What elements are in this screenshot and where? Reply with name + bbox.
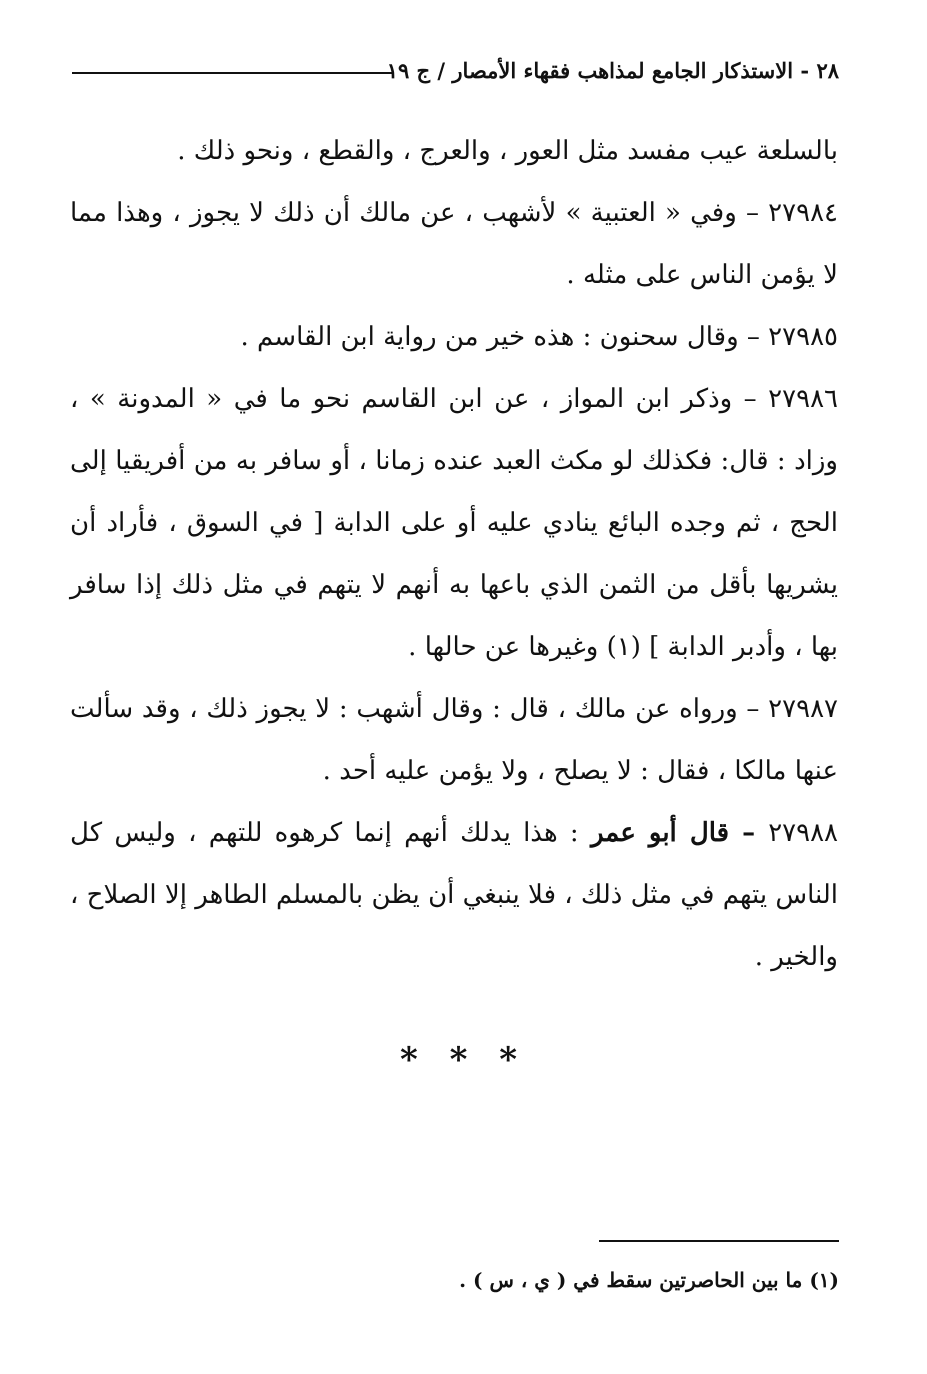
paragraph-27984 (70, 182, 838, 306)
paragraph-text: – وقال سحنون : هذه خير من رواية ابن القاسم . (240, 322, 769, 352)
header-rule (72, 72, 392, 74)
paragraph-text: – وفي « العتبية » لأشهب ، عن مالك أن ذلك لا يجوز ، وهذا مما لا يؤمن الناس على مثله . (70, 198, 838, 290)
paragraph-text: : هذا يدلك أنهم إنما كرهوه للتهم ، وليس كل الناس يتهم في مثل ذلك ، فلا ينبغي أن يظن بالمسلم الطاهر إلا الصلاح ، والخير . (70, 818, 838, 972)
paragraph-text: بالسلعة عيب مفسد مثل العور ، والعرج ، والقطع ، ونحو ذلك . (177, 136, 838, 166)
paragraph-number: ٢٧٩٨٤ (768, 198, 838, 228)
section-separator: * * * (399, 1040, 527, 1080)
body-text (70, 120, 838, 988)
paragraph-27985 (70, 306, 838, 368)
paragraph-number: ٢٧٩٨٧ (768, 694, 838, 724)
paragraph-27986 (70, 368, 838, 678)
paragraph-author: – قال أبو عمر (590, 818, 769, 848)
paragraph-number: ٢٧٩٨٦ (768, 384, 838, 414)
paragraph-number: ٢٧٩٨٥ (768, 322, 838, 352)
paragraph-27988 (70, 802, 838, 988)
running-header: ٢٨ - الاستذكار الجامع لمذاهب فقهاء الأمصار / ج ١٩ (386, 58, 839, 83)
footnote-rule (599, 1240, 839, 1242)
footnote: (١) ما بين الحاصرتين سقط في ( ي ، س ) . (459, 1268, 839, 1292)
paragraph-number: ٢٧٩٨٨ (768, 818, 839, 848)
paragraph-continuation (70, 120, 838, 182)
paragraph-text: – ورواه عن مالك ، قال : وقال أشهب : لا يجوز ذلك ، وقد سألت عنها مالكا ، فقال : لا يصلح ، ولا يؤمن عليه أحد . (70, 694, 838, 786)
paragraph-27987 (70, 678, 838, 802)
paragraph-text: – وذكر ابن المواز ، عن ابن القاسم نحو ما في « المدونة » ، وزاد : قال: فكذلك لو مكث العبد عنده زمانا ، أو سافر به من أفريقيا إلى الحج ، ثم وجده البائع ينادي عليه أو على الدابة [ في السوق ، فأراد أن يشريها بأقل من الثمن الذي باعها به أنهم لا يتهم في مثل ذلك إذا سافر بها ، وأدبر الدابة ] (١) وغيرها عن حالها . (70, 384, 838, 662)
